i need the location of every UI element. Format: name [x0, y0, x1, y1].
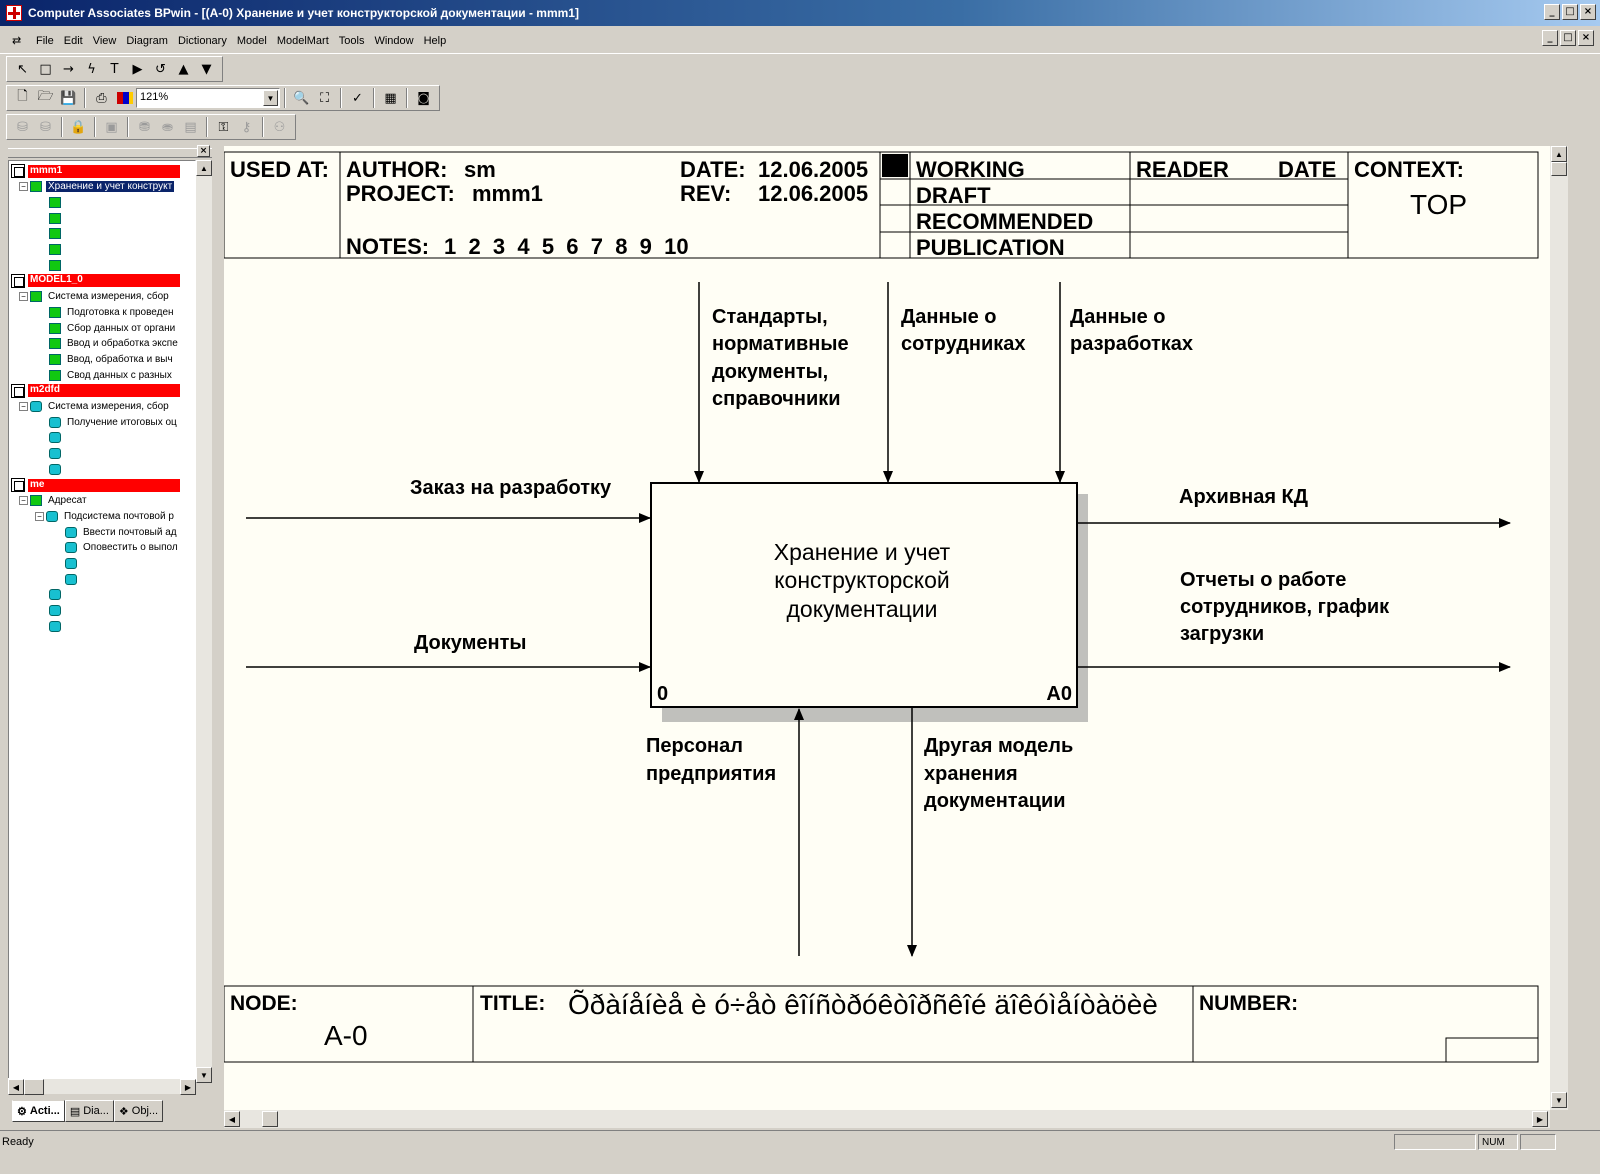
author-value: sm: [464, 157, 496, 182]
tree-node-label: Ввести почтовый ад: [83, 526, 177, 538]
model-icon: [11, 164, 25, 178]
context-value: TOP: [1410, 189, 1468, 220]
activity-icon: [49, 370, 61, 381]
zoom-select[interactable]: [136, 88, 280, 108]
activity-icon: [30, 401, 42, 412]
box-cost-number: 0: [657, 683, 669, 705]
mechanism-label-line: документации: [924, 790, 1066, 812]
diagrams-tab-icon: ▤: [69, 1105, 81, 1118]
notes-value: 1 2 3 4 5 6 7 8 9 10: [444, 234, 689, 259]
model-name: me: [28, 479, 180, 492]
drawing-toolbar: [6, 56, 223, 82]
input-label-order: Заказ на разработку: [410, 477, 612, 499]
status-bar: [0, 1130, 1600, 1152]
control-label-line: справочники: [712, 388, 841, 410]
output-label-line: загрузки: [1180, 623, 1265, 645]
color-palette-icon[interactable]: [113, 87, 136, 109]
tree-node-label: Получение итоговых оц: [67, 416, 177, 428]
model-node[interactable]: [11, 477, 180, 493]
date-label: DATE:: [680, 157, 746, 182]
model-explorer-icon[interactable]: ▦: [384, 90, 397, 106]
tree-node[interactable]: [65, 540, 180, 556]
mechanism-label-line: предприятия: [646, 763, 777, 785]
lock-icon[interactable]: 🔒: [70, 119, 87, 135]
activity-icon: [65, 574, 77, 585]
rev-label: REV:: [680, 181, 732, 206]
security-icon[interactable]: ⚿: [218, 119, 229, 135]
status-panel-caps: [1394, 1134, 1476, 1150]
zoom-in-icon[interactable]: 🔍: [293, 90, 310, 106]
reader-date-label: DATE: [1278, 157, 1337, 182]
tab-label: Obj...: [131, 1105, 159, 1117]
activity-icon: [49, 213, 61, 224]
restore-button[interactable]: □: [1562, 4, 1578, 20]
collapse-icon[interactable]: −: [19, 182, 28, 191]
toolbar-separator: [373, 88, 375, 108]
bpwin-app-icon[interactable]: [6, 5, 22, 21]
tree-node[interactable]: [49, 367, 174, 383]
activity-icon: [49, 260, 61, 271]
tree-node-label: Свод данных с разных: [67, 369, 172, 381]
chevron-down-icon[interactable]: ▼: [263, 90, 278, 106]
control-label-line: нормативные: [712, 333, 849, 355]
mechanism-label-line: Персонал: [646, 735, 743, 757]
node-value: A-0: [324, 1020, 368, 1051]
tree-node[interactable]: [49, 242, 65, 258]
activity-icon: [49, 228, 61, 239]
go-to-sibling-icon[interactable]: ▶: [132, 61, 143, 77]
toolbar-separator: [94, 117, 96, 137]
tree-node[interactable]: [19, 399, 171, 415]
tab-activities[interactable]: [12, 1100, 65, 1122]
collapse-icon[interactable]: −: [19, 402, 28, 411]
tree-node[interactable]: [35, 508, 176, 524]
menu-bar: [0, 28, 1600, 54]
scroll-down-icon[interactable]: ▼: [196, 1067, 212, 1083]
activity-icon: [65, 527, 77, 538]
mart-grid-icon[interactable]: ▤: [184, 119, 197, 135]
status-working: WORKING: [916, 157, 1025, 182]
status-text: Ready: [2, 1135, 34, 1148]
input-label-documents: Документы: [414, 632, 527, 654]
mart-key-icon[interactable]: ⚷: [241, 119, 252, 135]
context-label: CONTEXT:: [1354, 157, 1464, 182]
model-node[interactable]: [11, 163, 180, 179]
status-recommended: RECOMMENDED: [916, 209, 1094, 234]
working-status-marker: [882, 154, 908, 177]
output-label-line: сотрудников, график: [1180, 596, 1390, 618]
activity-icon: [49, 323, 61, 334]
tree-node[interactable]: [49, 320, 177, 336]
go-down-icon[interactable]: ▼: [201, 61, 212, 77]
model-icon: [11, 384, 25, 398]
author-label: AUTHOR:: [346, 157, 448, 182]
collapse-icon[interactable]: −: [19, 292, 28, 301]
reader-label: READER: [1136, 157, 1229, 182]
status-panel-num: NUM: [1478, 1134, 1518, 1150]
canvas-vertical-scrollbar[interactable]: [1550, 146, 1568, 1110]
scroll-down-icon[interactable]: ▼: [1551, 1092, 1567, 1108]
tree-node[interactable]: [65, 571, 81, 587]
tree-node-label: Система измерения, сбор: [48, 401, 169, 412]
scroll-left-icon[interactable]: ◀: [224, 1111, 240, 1127]
document-window-icon[interactable]: ⇄: [12, 34, 22, 47]
activity-icon: [46, 511, 58, 522]
node-label: NODE:: [230, 992, 298, 1015]
model-node[interactable]: [11, 273, 180, 289]
modelmart-icon[interactable]: ◙: [417, 90, 430, 106]
mechanism-label-line: Другая модель: [924, 735, 1074, 757]
text-tool-icon[interactable]: T: [110, 61, 119, 77]
tree-node[interactable]: [49, 430, 65, 446]
activity-icon: [49, 354, 61, 365]
output-label-line: Отчеты о работе: [1180, 569, 1347, 591]
new-file-icon[interactable]: 🗋: [17, 89, 28, 104]
squiggle-tool-icon[interactable]: ϟ: [87, 61, 96, 77]
model-name: m2dfd: [28, 384, 180, 397]
scroll-up-icon[interactable]: ▲: [1551, 146, 1567, 162]
window-title: Computer Associates BPwin - [(A-0) Хранение и учет конструкторской документации - mmm1]: [28, 6, 579, 20]
activity-icon: [49, 197, 61, 208]
collapse-icon[interactable]: −: [35, 512, 44, 521]
tree-node[interactable]: [49, 257, 65, 273]
activity-icon: [49, 464, 61, 475]
menu-view[interactable]: View: [92, 34, 117, 47]
activity-icon: [49, 605, 61, 616]
diagram-canvas[interactable]: [224, 146, 1550, 1110]
save-icon[interactable]: 💾: [60, 90, 77, 106]
tree-node[interactable]: [49, 461, 65, 477]
explorer-tabs: [12, 1100, 163, 1122]
menu-model[interactable]: Model: [236, 34, 267, 47]
activity-icon: [49, 432, 61, 443]
toolbar-separator: [61, 117, 63, 137]
tree-node[interactable]: [49, 587, 65, 603]
menu-dictionary[interactable]: Dictionary: [177, 34, 227, 47]
menu-help[interactable]: Help: [423, 34, 447, 47]
toolbar-separator: [127, 117, 129, 137]
connect-icon[interactable]: ⛁: [17, 119, 28, 135]
doc-minimize-button[interactable]: _: [1542, 30, 1558, 46]
date-value: 12.06.2005: [758, 157, 869, 182]
model-icon: [11, 478, 25, 492]
pane-close-button[interactable]: ×: [197, 145, 210, 157]
scroll-thumb[interactable]: [1551, 162, 1567, 176]
title-label: TITLE:: [480, 992, 546, 1015]
tree-node-label: Подсистема почтовой р: [64, 510, 174, 522]
tab-label: Dia...: [83, 1105, 109, 1117]
box-node-number: A0: [1046, 683, 1072, 705]
scroll-thumb[interactable]: [24, 1079, 44, 1095]
tab-objects[interactable]: [114, 1100, 163, 1122]
tree-node[interactable]: [65, 524, 179, 540]
menu-file[interactable]: File: [36, 34, 54, 47]
status-draft: DRAFT: [916, 183, 991, 208]
menu-window[interactable]: Window: [374, 34, 414, 47]
model-icon: [11, 274, 25, 288]
window-controls: [1544, 4, 1596, 20]
control-label-line: Данные о: [1070, 306, 1166, 328]
activity-icon: [30, 291, 42, 302]
scroll-right-icon[interactable]: ▶: [180, 1079, 196, 1095]
toolbar-separator: [262, 117, 264, 137]
tree-node[interactable]: [49, 446, 65, 462]
menu-diagram[interactable]: Diagram: [126, 34, 168, 47]
tree-node-label: Система измерения, сбор: [48, 291, 169, 303]
doc-close-button[interactable]: ×: [1578, 30, 1594, 46]
activity-icon: [49, 589, 61, 600]
toolbar-separator: [284, 88, 286, 108]
tab-diagrams[interactable]: [65, 1100, 114, 1122]
doc-restore-button[interactable]: □: [1560, 30, 1576, 46]
mechanism-label-line: хранения: [924, 763, 1018, 785]
model-name: MODEL1_0: [28, 274, 180, 287]
mart-save-icon[interactable]: ⛃: [139, 119, 150, 135]
tree-node-label: Оповестить о выпол: [83, 542, 178, 554]
tree-node[interactable]: [49, 414, 179, 430]
toolbar-separator: [340, 88, 342, 108]
activity-icon: [49, 448, 61, 459]
mart-open-icon[interactable]: ⛂: [162, 119, 173, 135]
tree-node[interactable]: [19, 493, 89, 509]
open-folder-icon[interactable]: 🗁: [37, 89, 54, 104]
project-label: PROJECT:: [346, 181, 455, 206]
activity-name-line: Хранение и учет: [773, 539, 951, 565]
diagram-title: Õðàíåíèå è ó÷åò êîíñòðóêòîðñêîé äîêóìåíòàöèè: [568, 989, 1158, 1020]
title-bar: [0, 0, 1600, 26]
activity-icon: [49, 417, 61, 428]
zoom-value: 121%: [140, 91, 169, 103]
tree-node[interactable]: [49, 351, 175, 367]
toolbar-separator: [84, 88, 86, 108]
tree-node-label: Ввод, обработка и выч: [67, 353, 173, 365]
control-label-line: разработках: [1070, 333, 1193, 355]
model-explorer-pane: [8, 145, 212, 1118]
tree-node[interactable]: [49, 226, 65, 242]
model-name: mmm1: [28, 165, 180, 178]
menu-modelmart[interactable]: ModelMart: [276, 34, 329, 47]
activity-box-a0[interactable]: [651, 483, 1077, 707]
close-button[interactable]: ×: [1580, 4, 1596, 20]
tree-node-label: Хранение и учет конструкт: [48, 181, 173, 193]
control-label-line: сотрудниках: [901, 333, 1026, 355]
tree-node[interactable]: [19, 289, 171, 305]
tree-node-label: Подготовка к проведен: [67, 306, 174, 318]
menu-edit[interactable]: Edit: [63, 34, 83, 47]
tree-node[interactable]: [49, 336, 180, 352]
output-label-line: Архивная КД: [1179, 486, 1308, 508]
canvas-horizontal-scrollbar[interactable]: [224, 1110, 1550, 1128]
tree-horizontal-scrollbar[interactable]: [8, 1078, 196, 1094]
tree-node-label: Адресат: [48, 495, 87, 507]
toolbar-separator: [406, 88, 408, 108]
activity-icon: [49, 244, 61, 255]
activity-icon: [30, 495, 42, 506]
modelmart-toolbar: [6, 114, 296, 140]
used-at-label: USED AT:: [230, 157, 329, 182]
toolbar-separator: [206, 117, 208, 137]
collapse-icon[interactable]: −: [19, 496, 28, 505]
tree-node[interactable]: [19, 179, 174, 195]
standard-toolbar: [6, 85, 440, 111]
tree-node[interactable]: [49, 304, 176, 320]
tree-node[interactable]: [49, 603, 65, 619]
activity-icon: [49, 621, 61, 632]
box-tool-icon[interactable]: □: [39, 61, 52, 77]
activity-tree: [8, 160, 196, 1083]
control-label-line: Стандарты,: [712, 306, 828, 328]
tree-node[interactable]: [49, 194, 65, 210]
minimize-button[interactable]: _: [1544, 4, 1560, 20]
pointer-tool-icon[interactable]: ↖: [17, 61, 28, 77]
tree-node[interactable]: [49, 210, 65, 226]
notes-label: NOTES:: [346, 234, 430, 259]
idef0-diagram: [224, 146, 1550, 1110]
control-label-line: документы,: [712, 361, 829, 383]
go-up-icon[interactable]: ▲: [178, 61, 189, 77]
tree-node[interactable]: [49, 618, 65, 634]
activity-icon: [65, 542, 77, 553]
scroll-up-icon[interactable]: ▲: [196, 160, 212, 176]
project-value: mmm1: [472, 181, 543, 206]
activity-icon: [49, 338, 61, 349]
scroll-right-icon[interactable]: ▶: [1532, 1111, 1548, 1127]
model-node[interactable]: [11, 383, 180, 399]
activity-icon: [30, 181, 42, 192]
pane-grip[interactable]: [8, 148, 212, 158]
menu-tools[interactable]: Tools: [338, 34, 365, 47]
spell-check-icon[interactable]: ✓: [352, 90, 363, 106]
tree-node-label: Ввод и обработка экспе: [67, 338, 178, 350]
print-icon[interactable]: ⎙: [96, 90, 107, 106]
activity-name-line: конструкторской: [774, 567, 950, 593]
status-panel-scroll: [1520, 1134, 1556, 1150]
activities-tab-icon: ⚙: [17, 1105, 27, 1118]
objects-tab-icon: ❖: [118, 1105, 129, 1118]
go-back-icon[interactable]: ↺: [155, 61, 166, 77]
tree-vertical-scrollbar[interactable]: [196, 160, 212, 1083]
zoom-fit-icon[interactable]: ⛶: [319, 90, 330, 106]
activity-icon: [65, 558, 77, 569]
document-window-controls: [1542, 30, 1594, 46]
tree-node-label: Сбор данных от органи: [67, 322, 176, 334]
arrow-tool-icon[interactable]: →: [63, 61, 74, 77]
library-icon[interactable]: ▣: [105, 119, 118, 135]
activity-icon: [49, 307, 61, 318]
tab-label: Acti...: [29, 1105, 60, 1117]
scroll-thumb[interactable]: [262, 1111, 278, 1127]
number-label: NUMBER:: [1199, 992, 1299, 1015]
activity-name-line: документации: [786, 596, 938, 622]
tree-node[interactable]: [65, 556, 81, 572]
users-icon[interactable]: ⚇: [273, 119, 286, 135]
status-publication: PUBLICATION: [916, 235, 1065, 260]
scroll-left-icon[interactable]: ◀: [8, 1079, 24, 1095]
control-label-line: Данные о: [901, 306, 997, 328]
rev-value: 12.06.2005: [758, 181, 869, 206]
disconnect-icon[interactable]: ⛁: [40, 119, 51, 135]
